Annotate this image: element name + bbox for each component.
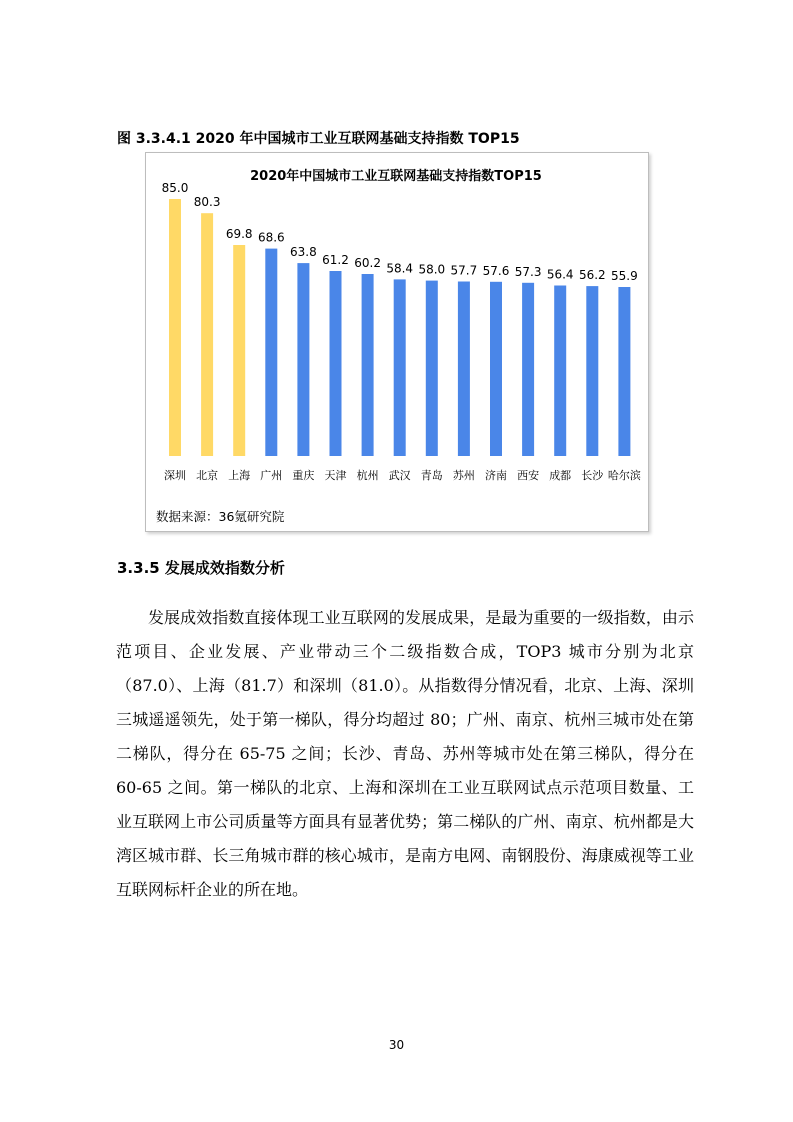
value-label-11: 57.3 [514,264,542,279]
value-label-12: 56.4 [546,267,574,282]
value-label-2: 69.8 [225,227,253,241]
bar-9 [458,282,470,457]
bar-5 [330,271,342,456]
value-label-8: 58.0 [418,262,446,277]
value-label-4: 63.8 [290,245,317,260]
figure-caption: 图 3.3.4.1 2020 年中国城市工业互联网基础支持指数 TOP15 [117,131,520,147]
category-label-10: 济南 [485,469,507,482]
bars-layer [162,181,641,482]
value-label-7: 58.4 [386,261,414,276]
bar-3 [265,249,277,456]
bar-2 [233,245,245,456]
value-label-1: 80.3 [193,195,221,210]
category-label-14: 哈尔滨 [607,469,641,482]
bar-1 [201,213,213,456]
category-label-12: 成都 [549,469,572,482]
bar-11 [522,283,534,456]
value-label-5: 61.2 [322,253,349,267]
category-label-13: 长沙 [581,469,604,482]
value-label-14: 55.9 [611,269,638,283]
category-label-9: 苏州 [452,469,475,482]
bar-0 [169,199,181,456]
page-number: 30 [388,1038,405,1052]
value-label-6: 60.2 [354,256,381,270]
chart-canvas [146,153,648,531]
bar-7 [394,279,406,456]
value-label-3: 68.6 [257,230,285,245]
bar-chart [145,152,649,532]
value-label-9: 57.7 [450,263,478,278]
bar-10 [490,282,502,456]
category-label-6: 杭州 [356,469,379,482]
bar-13 [586,286,598,456]
value-label-0: 85.0 [161,181,189,195]
category-label-8: 青岛 [420,469,443,482]
bar-12 [554,286,566,457]
category-label-4: 重庆 [292,469,315,482]
bar-14 [618,287,630,456]
chart-source: 数据来源：36氪研究院 [156,509,285,524]
bar-4 [297,263,309,456]
section-heading: 3.3.5 发展成效指数分析 [117,559,285,577]
category-label-11: 西安 [517,469,540,482]
category-label-5: 天津 [324,469,347,482]
body-paragraph: 发展成效指数直接体现工业互联网的发展成果，是最为重要的一级指数，由示范项目、企业发展、产业带动三个二级指数合成，TOP3 城市分别为北京（87.0）、上海（81.7）和深圳（81.0）。从指数得分情况看，北京、上海、深圳三城遥遥领先，处于第一梯队，得分均超过 80；广州、南京、杭州三城市处在第二梯队，得分在 65-75 之间；长沙、青岛、苏州等城市处在第三梯队，得分在 60-65 之间。第一梯队的北京、上海和深圳在工业互联网试点示范项目数量、工业互联网上市公司质量等方面具有显著优势；第二梯队的广州、南京、杭州都是大湾区城市群、长三角城市群的核心城市，是南方电网、南钢股份、海康威视等工业互联网标杆企业的所在地。 [116,608,694,899]
category-label-0: 深圳 [164,469,186,482]
category-label-2: 上海 [228,469,251,482]
value-label-10: 57.6 [482,263,510,278]
category-label-7: 武汉 [388,469,411,482]
bar-6 [362,274,374,456]
bar-8 [426,281,438,456]
category-label-1: 北京 [196,469,219,482]
category-label-3: 广州 [260,469,283,482]
chart-title: 2020年中国城市工业互联网基础支持指数TOP15 [250,169,542,184]
value-label-13: 56.2 [578,268,606,283]
